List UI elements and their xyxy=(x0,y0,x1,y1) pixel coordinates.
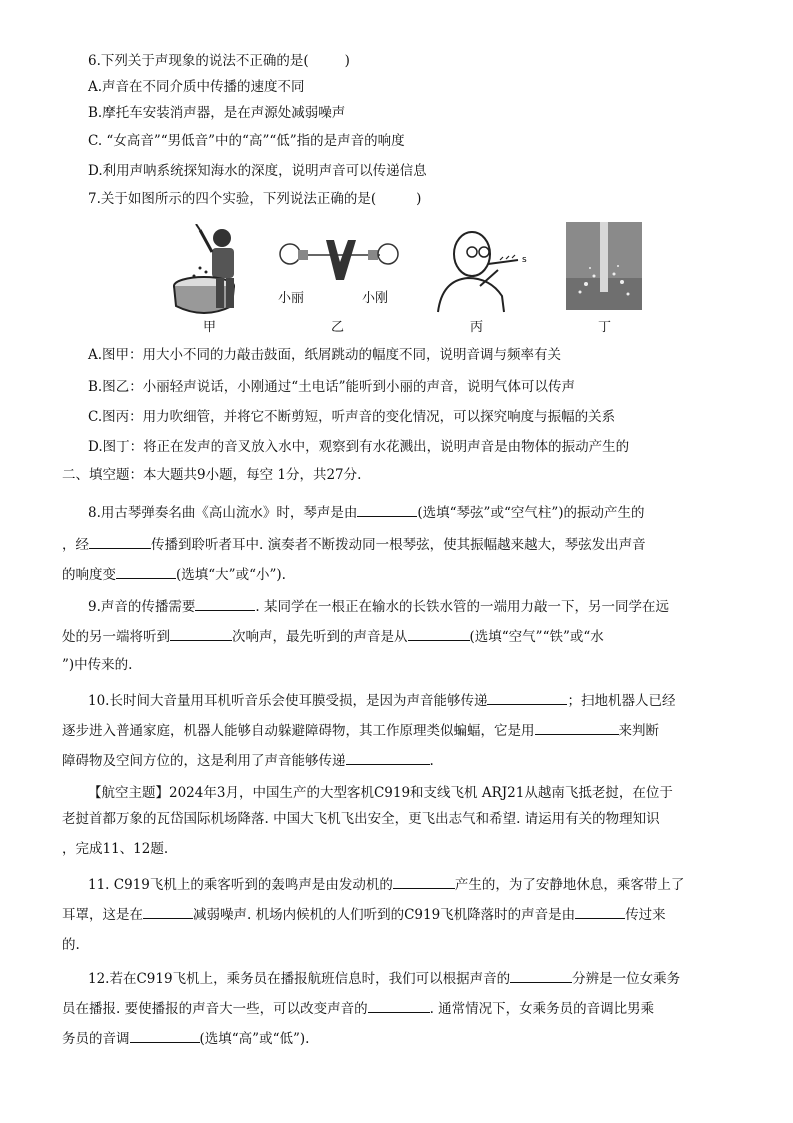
q11-blank-3[interactable] xyxy=(575,904,625,919)
figure-yi-string-phone-image xyxy=(276,234,400,294)
q9-blank-3[interactable] xyxy=(408,626,470,641)
q12-blank-3[interactable] xyxy=(130,1028,200,1043)
figure-yi-label-xiaogang: 小刚 xyxy=(362,291,389,306)
q12-line-3: 务员的音调 (选填“高”或“低”). xyxy=(62,1028,309,1048)
q6-option-c: C. “女高音”“男低音”中的“高”“低”指的是声音的响度 xyxy=(88,133,405,149)
q8-blank-2[interactable] xyxy=(89,534,151,549)
q9-line-1: 9.声音的传播需要 . 某同学在一根正在输水的长铁水管的一端用力敲一下，另一同学在远 xyxy=(88,596,669,616)
q9-blank-2[interactable] xyxy=(170,626,232,641)
q8-line-1: 8.用古琴弹奏名曲《高山流水》时，琴声是由 (选填“琴弦”或“空气柱”)的振动产生的 xyxy=(88,502,645,522)
q8-blank-3[interactable] xyxy=(116,564,176,579)
figure-label-yi: 乙 xyxy=(331,320,345,335)
q6-option-a: A.声音在不同介质中传播的速度不同 xyxy=(88,79,305,95)
figure-yi-label-xiaoli: 小丽 xyxy=(278,291,305,306)
theme-line-3: ，完成11、12题. xyxy=(62,841,169,857)
q10-blank-3[interactable] xyxy=(346,750,430,765)
q6-option-b: B.摩托车安装消声器，是在声源处减弱噪声 xyxy=(88,105,346,121)
q11-blank-2[interactable] xyxy=(143,904,193,919)
q7-option-a: A.图甲：用大小不同的力敲击鼓面，纸屑跳动的幅度不同，说明音调与频率有关 xyxy=(88,347,562,363)
figure-ding-tuning-fork-water-image xyxy=(566,222,642,310)
q8-blank-1[interactable] xyxy=(357,502,417,517)
q7-stem: 7.关于如图所示的四个实验，下列说法正确的是( ) xyxy=(88,191,422,207)
q7-option-b: B.图乙：小丽轻声说话，小刚通过“土电话”能听到小丽的声音，说明气体可以传声 xyxy=(88,379,576,395)
q12-line-1: 12.若在C919飞机上，乘务员在播报航班信息时，我们可以根据声音的 分辨是一位女乘务 xyxy=(88,968,680,988)
q10-blank-2[interactable] xyxy=(535,720,619,735)
q10-line-1: 10.长时间大音量用耳机听音乐会使耳膜受损，是因为声音能够传递 ；扫地机器人已经 xyxy=(88,690,675,710)
q7-option-d: D.图丁：将正在发声的音叉放入水中，观察到有水花溅出，说明声音是由物体的振动产生的 xyxy=(88,439,630,455)
figure-bing-blowing-tube-image xyxy=(432,226,532,314)
q12-line-2: 员在播报. 要使播报的声音大一些，可以改变声音的 . 通常情况下，女乘务员的音调比男乘 xyxy=(62,998,654,1018)
section-title: 二、填空题：本大题共9小题，每空 1分，共27分. xyxy=(62,467,362,483)
q11-line-2: 耳罩，这是在 减弱噪声. 机场内候机的人们听到的C919飞机降落时的声音是由 传过来 xyxy=(62,904,666,924)
q8-line-3: 的响度变 (选填“大”或“小”). xyxy=(62,564,286,584)
q12-blank-1[interactable] xyxy=(510,968,572,983)
theme-line-2: 老挝首都万象的瓦岱国际机场降落. 中国大飞机飞出安全，更飞出志气和希望. 请运用有关的物理知识 xyxy=(62,811,660,827)
q8-line-2: ，经 传播到聆听者耳中. 演奏者不断拨动同一根琴弦，使其振幅越来越大，琴弦发出声音 xyxy=(62,534,646,554)
q9-line-3: ”)中传来的. xyxy=(62,657,133,673)
figure-label-bing: 丙 xyxy=(470,320,484,335)
q10-blank-1[interactable] xyxy=(487,690,567,705)
theme-line-1: 【航空主题】2024年3月，中国生产的大型客机C919和支线飞机 ARJ21从越南飞抵老挝，在位于 xyxy=(88,785,673,801)
q11-blank-1[interactable] xyxy=(393,874,455,889)
figure-label-ding: 丁 xyxy=(598,320,612,335)
q12-blank-2[interactable] xyxy=(368,998,430,1013)
q11-line-3: 的. xyxy=(62,937,80,953)
q7-option-c: C.图丙：用力吹细管，并将它不断剪短，听声音的变化情况，可以探究响度与振幅的关系 xyxy=(88,409,616,425)
svg-text:s: s xyxy=(522,255,527,265)
q10-line-2: 逐步进入普通家庭，机器人能够自动躲避障碍物，其工作原理类似蝙蝠，它是用 来判断 xyxy=(62,720,659,740)
q10-line-3: 障碍物及空间方位的，这是利用了声音能够传递 . xyxy=(62,750,434,770)
figure-label-jia: 甲 xyxy=(203,320,217,335)
q6-option-d: D.利用声呐系统探知海水的深度，说明声音可以传递信息 xyxy=(88,163,427,179)
figure-jia-drum-image xyxy=(172,224,252,319)
q9-blank-1[interactable] xyxy=(195,596,255,611)
q9-line-2: 处的另一端将听到 次响声，最先听到的声音是从 (选填“空气”“铁”或“水 xyxy=(62,626,604,646)
q6-stem: 6.下列关于声现象的说法不正确的是( ) xyxy=(88,53,350,69)
q11-line-1: 11. C919飞机上的乘客听到的轰鸣声是由发动机的 产生的，为了安静地休息，乘客带上了 xyxy=(88,874,684,894)
